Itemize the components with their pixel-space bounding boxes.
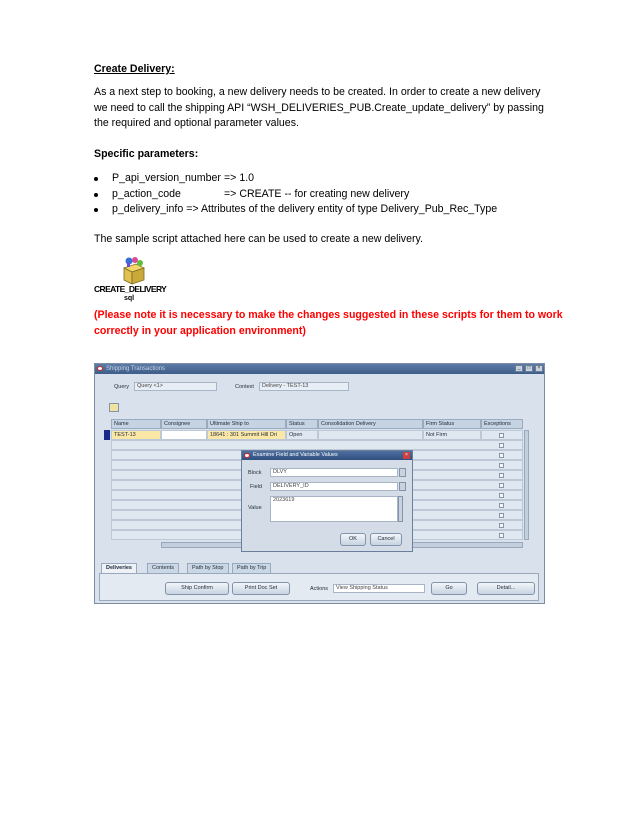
tab-path-by-stop[interactable]: Path by Stop [187, 563, 229, 573]
exception-checkbox[interactable] [499, 463, 504, 468]
tab-path-by-trip[interactable]: Path by Trip [232, 563, 271, 573]
exception-checkbox[interactable] [499, 443, 504, 448]
cancel-button[interactable]: Cancel [370, 533, 402, 546]
warning-note [94, 308, 563, 339]
folder-icon[interactable] [109, 403, 119, 412]
tab-contents[interactable]: Contents [147, 563, 179, 573]
exception-checkbox[interactable] [499, 433, 504, 438]
column-header: Ultimate Ship to [207, 419, 286, 429]
detail-button[interactable]: Detail... [477, 582, 535, 595]
window-title: Shipping Transactions [106, 366, 166, 372]
attached-package[interactable] [94, 256, 184, 306]
status-cell[interactable]: Open [286, 430, 318, 440]
parameter-desc: => CREATE -- for creating new delivery [224, 187, 410, 200]
block-label: Block [248, 470, 262, 476]
query-label: Query [114, 384, 129, 390]
note-line: (Please note it is necessary to make the changes suggested in these scripts for them to work [94, 309, 563, 321]
package-sub: sql [124, 295, 135, 302]
parameter-name: p_action_code [112, 187, 181, 200]
package-icon [120, 256, 148, 286]
close-icon[interactable]: × [403, 452, 410, 459]
value-scrollbar[interactable] [398, 496, 403, 522]
column-header: Consolidation Delivery [318, 419, 423, 429]
exception-checkbox[interactable] [499, 493, 504, 498]
field-field[interactable]: DELIVERY_ID [270, 482, 398, 491]
specific-parameters-heading: Specific parameters: [94, 148, 199, 160]
column-header: Name [111, 419, 161, 429]
package-label: CREATE_DELIVERY [94, 284, 167, 294]
go-button[interactable]: Go [431, 582, 467, 595]
exception-checkbox[interactable] [499, 533, 504, 538]
ship-confirm-button[interactable]: Ship Confirm [165, 582, 229, 595]
vertical-scrollbar[interactable] [524, 430, 529, 540]
value-label: Value [248, 505, 262, 511]
query-field[interactable]: Query <1> [134, 382, 217, 391]
consolidation-cell[interactable] [318, 430, 423, 440]
ok-button[interactable]: OK [340, 533, 366, 546]
column-header: Status [286, 419, 318, 429]
close-icon[interactable]: × [535, 365, 543, 372]
bullet-icon [94, 177, 98, 181]
note-line: correctly in your application environment) [94, 324, 306, 337]
block-list-button[interactable] [399, 468, 406, 477]
firm-status-cell[interactable]: Not Firm [423, 430, 481, 440]
parameter-name: p_delivery_info [112, 203, 184, 215]
minimize-icon[interactable]: _ [515, 365, 523, 372]
exception-checkbox[interactable] [499, 453, 504, 458]
sample-script-text: The sample script attached here can be used to create a new delivery. [94, 233, 423, 245]
consignee-cell[interactable] [161, 430, 207, 440]
section-heading: Create Delivery: [94, 63, 175, 75]
value-field[interactable]: 2023619 [270, 496, 398, 522]
exception-checkbox[interactable] [499, 523, 504, 528]
oracle-logo-icon [97, 366, 103, 371]
paragraph-line: As a next step to booking, a new delivery needs to be created. In order to create a new delivery [94, 86, 541, 98]
exception-checkbox[interactable] [499, 473, 504, 478]
paragraph-line: we need to call the shipping API “WSH_DELIVERIES_PUB.Create_update_delivery” by passing [94, 101, 544, 114]
paragraph-line: the required and optional parameter values. [94, 117, 299, 129]
bullet-icon [94, 208, 98, 212]
column-header: Exceptions [481, 419, 523, 429]
block-field[interactable]: DLVY [270, 468, 398, 477]
context-field[interactable]: Delivery - TEST-13 [259, 382, 349, 391]
actions-label: Actions [310, 586, 329, 592]
table-row[interactable] [111, 440, 523, 450]
parameter-item [94, 187, 497, 203]
examine-dialog [241, 450, 413, 552]
bullet-icon [94, 193, 98, 197]
actions-select[interactable]: View Shipping Status [333, 584, 425, 593]
parameter-item [94, 202, 497, 218]
column-header: Firm Status [423, 419, 481, 429]
field-list-button[interactable] [399, 482, 406, 491]
tab-deliveries[interactable]: Deliveries [101, 563, 137, 573]
ship-to-cell[interactable]: 18641 : 301 Summit Hill Dri [207, 430, 286, 440]
column-header: Consignee [161, 419, 207, 429]
parameter-name: P_api_version_number [112, 172, 221, 184]
delivery-name-cell[interactable]: TEST-13 [111, 430, 161, 440]
parameter-desc: => 1.0 [224, 172, 255, 184]
row-selector[interactable] [104, 430, 110, 440]
context-label: Context [235, 384, 254, 390]
intro-paragraph [94, 85, 549, 132]
parameter-desc: => Attributes of the delivery entity of type Delivery_Pub_Rec_Type [186, 203, 498, 215]
exception-checkbox[interactable] [499, 483, 504, 488]
maximize-icon[interactable]: □ [525, 365, 533, 372]
oracle-logo-icon [244, 453, 250, 458]
field-label: Field [250, 484, 262, 490]
exception-checkbox[interactable] [499, 513, 504, 518]
exception-checkbox[interactable] [499, 503, 504, 508]
dialog-title-bar [242, 451, 412, 460]
window-title-bar [95, 364, 544, 374]
dialog-title: Examine Field and Variable Values [253, 452, 338, 458]
parameter-list [94, 171, 497, 218]
print-doc-set-button[interactable]: Print Doc Set [232, 582, 290, 595]
parameter-item [94, 171, 497, 187]
oracle-shipping-screenshot [94, 363, 545, 604]
